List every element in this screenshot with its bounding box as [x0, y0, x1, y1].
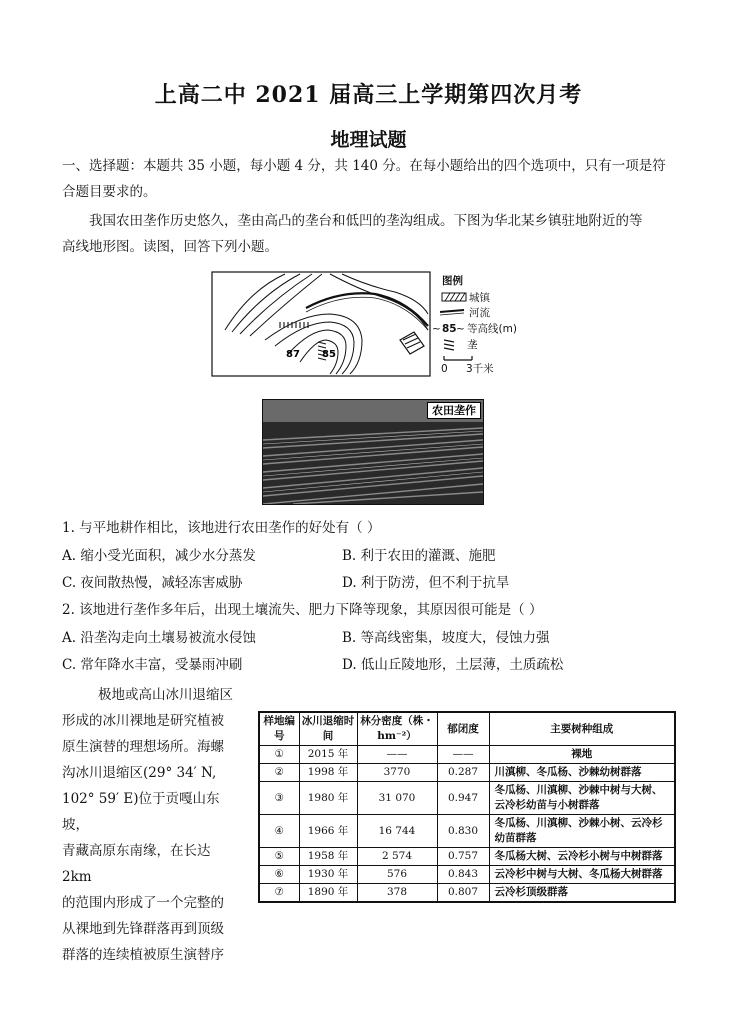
cell-stand-density: 378 [357, 884, 437, 903]
passage-line: 青藏高原东南缘，在长达 2km [62, 843, 211, 885]
legend-contour: 等高线(m) [467, 323, 517, 335]
passage-line: 群落的连续植被原生演替序 [62, 947, 224, 963]
cell-plot-id: ⑥ [259, 866, 299, 884]
passage-line: 102° 59′ E)位于贡嘎山东坡， [62, 791, 220, 833]
cell-canopy-closure: 0.830 [437, 815, 489, 848]
legend-contour-tilde-2: ~ [456, 323, 465, 335]
legend-river: 河流 [469, 307, 490, 319]
cell-stand-density: —— [357, 746, 437, 764]
table-row [259, 866, 675, 884]
cell-plot-id: ⑤ [259, 848, 299, 866]
passage-line: 形成的冰川裸地是研究植被 [62, 713, 224, 729]
legend-ridge: 垄 [467, 339, 478, 351]
photo-caption: 农田垄作 [427, 402, 481, 419]
cell-plot-id: ③ [259, 782, 299, 815]
table-row [259, 884, 675, 903]
header-canopy-closure: 郁闭度 [437, 712, 489, 746]
q2-option-a: A. 沿垄沟走向土壤易被流水侵蚀 [62, 630, 256, 646]
contour-map [210, 270, 530, 378]
cell-retreat-time: 1958 年 [299, 848, 357, 866]
table-row [259, 782, 675, 815]
cell-canopy-closure: 0.947 [437, 782, 489, 815]
cell-canopy-closure: 0.843 [437, 866, 489, 884]
succession-table [258, 711, 676, 903]
cell-retreat-time: 1966 年 [299, 815, 357, 848]
table-header-row [259, 712, 675, 746]
intro-passage [62, 208, 682, 260]
passage-line: 从裸地到先锋群落再到顶级 [62, 921, 224, 937]
passage-line: 沟冰川退缩区(29° 34′ N, [62, 765, 217, 781]
legend-contour-value: 85 [442, 323, 457, 335]
cell-stand-density: 16 744 [357, 815, 437, 848]
header-stand-density: 林分密度（株・hm⁻²） [357, 712, 437, 746]
cell-stand-density: 31 070 [357, 782, 437, 815]
section-line-1: 一、选择题：本题共 35 小题，每小题 4 分，共 140 分。在每小题给出的四个选项中，只有一项是符 [62, 158, 666, 174]
q1-option-a: A. 缩小受光面积，减少水分蒸发 [62, 548, 256, 564]
cell-plot-id: ④ [259, 815, 299, 848]
glacier-passage [62, 682, 240, 968]
header-plot-id: 样地编号 [259, 712, 299, 746]
legend-river-swatch [440, 310, 464, 312]
intro-line-2: 高线地形图。读图，回答下列小题。 [62, 239, 278, 255]
cell-canopy-closure: 0.757 [437, 848, 489, 866]
intro-line-1: 我国农田垄作历史悠久，垄由高凸的垄台和低凹的垄沟组成。下图为华北某乡镇驻地附近的等 [89, 213, 643, 229]
cell-retreat-time: 1980 年 [299, 782, 357, 815]
exam-title: 上高二中 2021 届高三上学期第四次月考 [154, 82, 583, 108]
label-87: 87 [286, 349, 300, 360]
q2-option-d: D. 低山丘陵地形，土层薄，土质疏松 [342, 657, 564, 673]
q2-option-b: B. 等高线密集，坡度大，侵蚀力强 [342, 630, 550, 646]
farmland-photo [262, 399, 484, 505]
section-line-2: 合题目要求的。 [62, 184, 157, 200]
table-row [259, 746, 675, 764]
map-legend [432, 274, 517, 375]
scale-zero: 0 [441, 363, 448, 375]
scale-label: 3千米 [466, 363, 494, 375]
legend-title: 图例 [442, 275, 463, 287]
question-1-stem: 1. 与平地耕作相比，该地进行农田垄作的好处有（ ） [62, 520, 381, 536]
question-2-stem: 2. 该地进行垄作多年后，出现土壤流失、肥力下降等现象，其原因很可能是（ ） [62, 602, 543, 618]
cell-stand-density: 2 574 [357, 848, 437, 866]
cell-plot-id: ⑦ [259, 884, 299, 903]
passage-line: 极地或高山冰川退缩区 [98, 687, 233, 703]
map-frame [212, 272, 430, 376]
q2-option-c: C. 常年降水丰富，受暴雨冲刷 [62, 657, 243, 673]
table-row [259, 815, 675, 848]
cell-retreat-time: 1998 年 [299, 764, 357, 782]
q1-option-c: C. 夜间散热慢，减轻冻害威胁 [62, 575, 243, 591]
header-species: 主要树种组成 [489, 712, 675, 746]
cell-stand-density: 576 [357, 866, 437, 884]
label-85: 85 [322, 349, 336, 360]
section-instructions [62, 153, 682, 205]
cell-plot-id: ① [259, 746, 299, 764]
q1-option-d: D. 利于防涝，但不利于抗旱 [342, 575, 510, 591]
legend-contour-tilde: ~ [432, 323, 441, 335]
cell-species: 冬瓜杨大树、云冷杉小树与中树群落 [489, 848, 675, 866]
cell-canopy-closure: —— [437, 746, 489, 764]
table-row [259, 764, 675, 782]
cell-retreat-time: 1890 年 [299, 884, 357, 903]
legend-ridge-swatch [444, 340, 454, 350]
cell-retreat-time: 1930 年 [299, 866, 357, 884]
header-retreat-time: 冰川退缩时间 [299, 712, 357, 746]
exam-subtitle: 地理试题 [330, 129, 407, 151]
passage-line: 原生演替的理想场所。海螺 [62, 739, 224, 755]
cell-stand-density: 3770 [357, 764, 437, 782]
cell-species: 冬瓜杨、川滇柳、沙棘小树、云冷杉幼苗群落 [489, 815, 675, 848]
cell-species: 云冷杉顶级群落 [489, 884, 675, 903]
passage-line: 的范围内形成了一个完整的 [62, 895, 224, 911]
table-row [259, 848, 675, 866]
q1-option-b: B. 利于农田的灌溉、施肥 [342, 548, 496, 564]
cell-canopy-closure: 0.287 [437, 764, 489, 782]
cell-canopy-closure: 0.807 [437, 884, 489, 903]
legend-town: 城镇 [469, 292, 490, 304]
cell-species: 云冷杉中树与大树、冬瓜杨大树群落 [489, 866, 675, 884]
cell-species: 川滇柳、冬瓜杨、沙棘幼树群落 [489, 764, 675, 782]
cell-plot-id: ② [259, 764, 299, 782]
cell-species: 裸地 [489, 746, 675, 764]
cell-retreat-time: 2015 年 [299, 746, 357, 764]
cell-species: 冬瓜杨、川滇柳、沙棘中树与大树、云冷杉幼苗与小树群落 [489, 782, 675, 815]
